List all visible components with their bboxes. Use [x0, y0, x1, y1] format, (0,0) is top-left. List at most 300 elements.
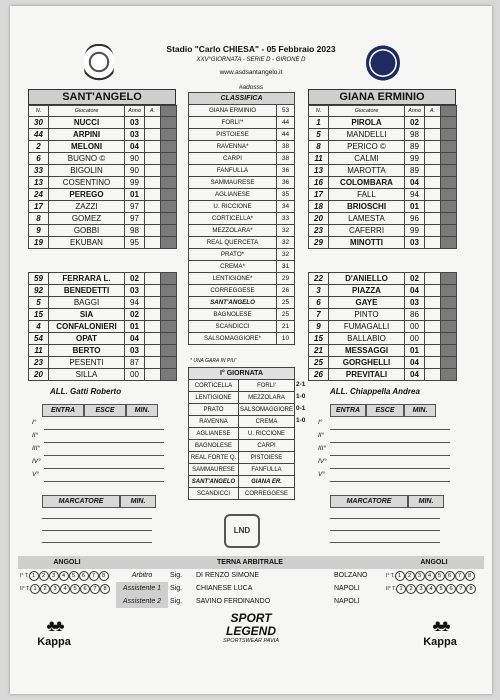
- corner-circle[interactable]: 7: [455, 571, 465, 581]
- player-row: [309, 129, 457, 141]
- player-row: [309, 333, 457, 345]
- standings-row: [189, 225, 295, 237]
- standings-team: RAVENNA*: [189, 141, 277, 153]
- standings-row: [189, 249, 295, 261]
- corner-circle[interactable]: 1: [29, 571, 39, 581]
- half-label: II° T.: [20, 585, 30, 592]
- round-home: AGLIANESE: [189, 428, 239, 440]
- player-year: 03: [405, 297, 425, 309]
- standings-row: [189, 141, 295, 153]
- corner-circle[interactable]: 3: [49, 571, 59, 581]
- player-year: 00: [405, 333, 425, 345]
- player-number: 7: [309, 309, 329, 321]
- player-number: 30: [29, 117, 49, 129]
- corner-circle[interactable]: 5: [69, 571, 79, 581]
- standings-team: CREMA*: [189, 261, 277, 273]
- standings-team: SANT'ANGELO: [189, 297, 277, 309]
- standings-team: CARPI: [189, 153, 277, 165]
- player-year: 04: [405, 369, 425, 381]
- player-year: 02: [125, 273, 145, 285]
- round-home: SAMMAURESE: [189, 464, 239, 476]
- round-away: CORREGGESE: [239, 488, 295, 500]
- corner-circle[interactable]: 6: [446, 584, 456, 594]
- round-score: 1-0: [296, 393, 306, 400]
- player-name: BAGGI: [49, 297, 125, 309]
- player-card-a: [425, 141, 441, 153]
- corner-circle[interactable]: 2: [406, 584, 416, 594]
- player-number: 17: [309, 189, 329, 201]
- player-card-a: [425, 357, 441, 369]
- standings-row: [189, 153, 295, 165]
- player-row: [29, 117, 177, 129]
- player-number: 54: [29, 333, 49, 345]
- col-player: Giocatore: [329, 106, 405, 117]
- standings-points: 25: [277, 309, 295, 321]
- player-card-b: [161, 321, 177, 333]
- round-match: [189, 464, 295, 476]
- player-row: [29, 273, 177, 285]
- player-row: [309, 297, 457, 309]
- standings-points: 53: [277, 105, 295, 117]
- player-name: PIROLA: [329, 117, 405, 129]
- player-card-a: [145, 309, 161, 321]
- away-coach: ALL. Chiappella Andrea: [330, 387, 420, 396]
- player-year: 95: [125, 237, 145, 249]
- esce-label: ESCE: [366, 404, 404, 417]
- player-row: [29, 309, 177, 321]
- player-card-b: [441, 237, 457, 249]
- standings-row: [189, 177, 295, 189]
- player-row: [309, 237, 457, 249]
- player-card-b: [441, 285, 457, 297]
- player-card-b: [441, 117, 457, 129]
- match-sheet: [10, 6, 492, 694]
- corner-circle[interactable]: 2: [40, 584, 50, 594]
- corner-circle[interactable]: 1: [30, 584, 40, 594]
- standings-team: U. RICCIONE: [189, 201, 277, 213]
- corner-circle[interactable]: 8: [100, 584, 110, 594]
- standings-points: 38: [277, 153, 295, 165]
- corner-circle[interactable]: 4: [60, 584, 70, 594]
- player-row: [29, 213, 177, 225]
- player-card-b: [161, 345, 177, 357]
- standings-title: CLASSIFICA: [189, 93, 295, 105]
- col-card: [161, 106, 177, 117]
- change-line[interactable]: [330, 481, 450, 482]
- standings-row: [189, 321, 295, 333]
- player-row: [29, 321, 177, 333]
- away-subs-table: [308, 272, 457, 381]
- round-match: [189, 476, 295, 488]
- player-name: PINTO: [329, 309, 405, 321]
- change-ordinal: V°: [32, 471, 39, 478]
- corner-circle[interactable]: 4: [426, 584, 436, 594]
- change-ordinal: III°: [318, 445, 327, 452]
- standings-row: [189, 165, 295, 177]
- col-card: [441, 106, 457, 117]
- player-card-b: [161, 213, 177, 225]
- away-changes-header: [330, 404, 436, 417]
- player-card-b: [161, 165, 177, 177]
- standings-team: CORREGGESE: [189, 285, 277, 297]
- player-number: 2: [29, 141, 49, 153]
- standings-team: PRATO*: [189, 249, 277, 261]
- standings-team: FANFULLA: [189, 165, 277, 177]
- corner-circle[interactable]: 8: [465, 571, 475, 581]
- corner-counter[interactable]: [29, 571, 109, 581]
- angoli-home-cell: [18, 595, 116, 608]
- kappa-text: Kappa: [423, 636, 457, 648]
- standings-team: LENTIGIONE*: [189, 273, 277, 285]
- player-row: [309, 141, 457, 153]
- player-card-a: [425, 345, 441, 357]
- round-home: CORTICELLA: [189, 380, 239, 392]
- half-label: I° T.: [386, 572, 395, 579]
- corner-circle[interactable]: 5: [436, 584, 446, 594]
- player-card-a: [425, 153, 441, 165]
- player-number: 22: [309, 273, 329, 285]
- standings-points: 32: [277, 249, 295, 261]
- player-name: MESSAGGI: [329, 345, 405, 357]
- player-year: 99: [405, 225, 425, 237]
- official-role: Assistente 2: [116, 595, 168, 608]
- player-card-b: [441, 201, 457, 213]
- player-number: 21: [309, 345, 329, 357]
- standings-team: PISTOIESE: [189, 129, 277, 141]
- standings-table: [188, 92, 295, 345]
- round-home: LENTIGIONE: [189, 392, 239, 404]
- player-number: 15: [29, 309, 49, 321]
- round-away: MEZZOLARA: [239, 392, 295, 404]
- corner-circle[interactable]: 6: [445, 571, 455, 581]
- corner-circle[interactable]: 5: [70, 584, 80, 594]
- player-row: [309, 117, 457, 129]
- standings-row: [189, 333, 295, 345]
- player-name: MELONI: [49, 141, 125, 153]
- player-row: [29, 369, 177, 381]
- player-card-a: [425, 369, 441, 381]
- player-number: 23: [309, 225, 329, 237]
- official-role: Arbitro: [131, 572, 153, 579]
- col-a: A.: [145, 106, 161, 117]
- player-card-a: [145, 129, 161, 141]
- change-line[interactable]: [330, 455, 450, 456]
- officials-table: [18, 556, 484, 608]
- home-scorers-header: [42, 495, 156, 508]
- player-row: [309, 321, 457, 333]
- player-number: 59: [29, 273, 49, 285]
- player-number: 25: [309, 357, 329, 369]
- player-card-a: [425, 165, 441, 177]
- player-number: 18: [309, 201, 329, 213]
- change-line[interactable]: [44, 429, 164, 430]
- player-card-a: [425, 213, 441, 225]
- player-card-b: [441, 309, 457, 321]
- player-card-b: [161, 189, 177, 201]
- corner-counter[interactable]: [396, 584, 476, 594]
- player-number: 9: [29, 225, 49, 237]
- standings-points: 21: [277, 321, 295, 333]
- corner-counter[interactable]: [30, 584, 110, 594]
- corner-circle[interactable]: 2: [39, 571, 49, 581]
- half-label: I° T.: [20, 572, 29, 579]
- change-ordinal: II°: [318, 432, 325, 439]
- standings-team: REAL QUERCETA: [189, 237, 277, 249]
- corner-circle[interactable]: 4: [59, 571, 69, 581]
- official-city: NAPOLI: [334, 585, 360, 592]
- corner-circle[interactable]: 3: [50, 584, 60, 594]
- player-row: [309, 153, 457, 165]
- home-team-title: SANT'ANGELO: [28, 89, 176, 105]
- player-year: 01: [125, 321, 145, 333]
- round-match: [189, 488, 295, 500]
- player-number: 17: [29, 201, 49, 213]
- corner-circle[interactable]: 7: [89, 571, 99, 581]
- round-home: PRATO: [189, 404, 239, 416]
- player-card-b: [161, 141, 177, 153]
- standings-row: [189, 213, 295, 225]
- player-number: 15: [309, 333, 329, 345]
- standings-points: 36: [277, 177, 295, 189]
- player-card-b: [441, 273, 457, 285]
- player-card-a: [425, 237, 441, 249]
- standings-points: 32: [277, 237, 295, 249]
- corner-circle[interactable]: 6: [80, 584, 90, 594]
- player-year: 97: [125, 201, 145, 213]
- player-name: FALL: [329, 189, 405, 201]
- round-match: [189, 452, 295, 464]
- player-number: 20: [309, 213, 329, 225]
- standings-team: FORLI'*: [189, 117, 277, 129]
- hashtag: #adosss: [238, 84, 264, 91]
- standings-points: 34: [277, 201, 295, 213]
- player-card-b: [441, 321, 457, 333]
- player-year: 04: [125, 333, 145, 345]
- player-year: 94: [405, 189, 425, 201]
- round-score: 2-1: [296, 381, 306, 388]
- change-ordinal: II°: [32, 432, 39, 439]
- official-name: DI RENZO SIMONE: [196, 572, 260, 579]
- player-card-b: [161, 333, 177, 345]
- player-row: [29, 297, 177, 309]
- round-score: 1-0: [296, 417, 306, 424]
- change-ordinal: III°: [32, 445, 41, 452]
- change-line[interactable]: [330, 429, 450, 430]
- standings-points: 36: [277, 165, 295, 177]
- player-card-b: [161, 201, 177, 213]
- corner-circle[interactable]: 3: [416, 584, 426, 594]
- corner-circle[interactable]: 3: [415, 571, 425, 581]
- corner-circle[interactable]: 4: [425, 571, 435, 581]
- player-row: [29, 189, 177, 201]
- official-sig: Sig.: [170, 585, 183, 592]
- player-year: 90: [125, 165, 145, 177]
- away-starters-table: [308, 105, 457, 249]
- player-name: OPAT: [49, 333, 125, 345]
- player-card-a: [425, 225, 441, 237]
- player-card-b: [441, 345, 457, 357]
- player-card-a: [425, 177, 441, 189]
- marcatore-label: MARCATORE: [42, 495, 120, 508]
- player-name: GOBBI: [49, 225, 125, 237]
- website-link[interactable]: www.asdsantangelo.it: [219, 69, 283, 76]
- player-card-a: [145, 321, 161, 333]
- player-row: [29, 201, 177, 213]
- corner-circle[interactable]: 1: [396, 584, 406, 594]
- col-n: N.: [29, 106, 49, 117]
- player-year: 00: [125, 369, 145, 381]
- player-row: [309, 273, 457, 285]
- player-row: [29, 333, 177, 345]
- player-row: [309, 201, 457, 213]
- player-name: GOMEZ: [49, 213, 125, 225]
- player-card-b: [161, 177, 177, 189]
- standings-points: 38: [277, 141, 295, 153]
- player-year: 03: [405, 237, 425, 249]
- kappa-figures-icon: ♣♣: [432, 618, 448, 635]
- player-card-a: [425, 129, 441, 141]
- col-player: Giocatore: [49, 106, 125, 117]
- standings-row: [189, 189, 295, 201]
- player-card-a: [425, 321, 441, 333]
- change-ordinal: V°: [318, 471, 325, 478]
- corner-circle[interactable]: 7: [90, 584, 100, 594]
- lnd-logo: LND: [224, 514, 260, 548]
- player-number: 29: [309, 237, 329, 249]
- round-away: CARPI: [239, 440, 295, 452]
- player-card-a: [425, 117, 441, 129]
- round-away: SALSOMAGGIORE: [239, 404, 295, 416]
- player-card-a: [145, 177, 161, 189]
- standings-team: CORTICELLA*: [189, 213, 277, 225]
- round-away: GIANA ER.: [239, 476, 295, 488]
- player-row: [309, 309, 457, 321]
- player-row: [29, 237, 177, 249]
- angoli-away-cell: [384, 569, 484, 582]
- player-name: ZAZZI: [49, 201, 125, 213]
- min-label: MIN.: [126, 404, 158, 417]
- player-name: CAFERRI: [329, 225, 405, 237]
- min-label: MIN.: [408, 495, 444, 508]
- player-card-b: [441, 357, 457, 369]
- standings-row: [189, 129, 295, 141]
- player-year: 97: [125, 213, 145, 225]
- player-name: BUGNO ©: [49, 153, 125, 165]
- standings-points: 44: [277, 129, 295, 141]
- player-card-a: [425, 201, 441, 213]
- standings-row: [189, 285, 295, 297]
- player-number: 8: [29, 213, 49, 225]
- player-year: 03: [125, 129, 145, 141]
- player-card-a: [425, 309, 441, 321]
- player-row: [29, 141, 177, 153]
- player-name: BERTO: [49, 345, 125, 357]
- corner-circle[interactable]: 2: [405, 571, 415, 581]
- round-match: [189, 380, 295, 392]
- player-year: 89: [405, 165, 425, 177]
- player-row: [309, 225, 457, 237]
- player-name: SIA: [49, 309, 125, 321]
- standings-row: [189, 105, 295, 117]
- stadium-line: Stadio "Carlo CHIESA" - 05 Febbraio 2023: [166, 44, 336, 54]
- player-name: ARPINI: [49, 129, 125, 141]
- angoli-away-cell: [384, 595, 484, 608]
- change-line[interactable]: [44, 468, 164, 469]
- player-card-a: [145, 225, 161, 237]
- player-card-a: [425, 297, 441, 309]
- player-name: PREVITALI: [329, 369, 405, 381]
- entra-label: ENTRA: [330, 404, 366, 417]
- official-name: SAVINO FERDINANDO: [196, 598, 271, 605]
- round-match: [189, 392, 295, 404]
- player-card-b: [161, 237, 177, 249]
- corner-circle[interactable]: 7: [456, 584, 466, 594]
- standings-team: SAMMAURESE: [189, 177, 277, 189]
- player-name: GAYE: [329, 297, 405, 309]
- player-row: [309, 285, 457, 297]
- player-row: [309, 189, 457, 201]
- round-match: [189, 428, 295, 440]
- player-year: 01: [405, 345, 425, 357]
- round-away: FANFULLA: [239, 464, 295, 476]
- corner-circle[interactable]: 1: [395, 571, 405, 581]
- round-home: SANT'ANGELO: [189, 476, 239, 488]
- corner-circle[interactable]: 6: [79, 571, 89, 581]
- player-name: SILLA: [49, 369, 125, 381]
- player-number: 13: [309, 165, 329, 177]
- player-number: 33: [29, 165, 49, 177]
- change-line[interactable]: [44, 481, 164, 482]
- round-home: REAL FORTE Q.: [189, 452, 239, 464]
- player-card-b: [441, 297, 457, 309]
- player-name: PERICO ©: [329, 141, 405, 153]
- corner-counter[interactable]: [395, 571, 475, 581]
- terna-label: TERNA ARBITRALE: [116, 556, 384, 569]
- standings-points: 29: [277, 273, 295, 285]
- change-line[interactable]: [330, 468, 450, 469]
- corner-circle[interactable]: 8: [466, 584, 476, 594]
- corner-circle[interactable]: 8: [99, 571, 109, 581]
- player-name: NUCCI: [49, 117, 125, 129]
- player-card-a: [145, 213, 161, 225]
- standings-team: AGLIANESE: [189, 189, 277, 201]
- player-number: 4: [29, 321, 49, 333]
- player-name: MANDELLI: [329, 129, 405, 141]
- player-number: 20: [29, 369, 49, 381]
- player-name: GORGHELLI: [329, 357, 405, 369]
- player-name: PEREGO: [49, 189, 125, 201]
- change-line[interactable]: [44, 442, 164, 443]
- player-name: MINOTTI: [329, 237, 405, 249]
- player-card-b: [161, 225, 177, 237]
- player-row: [29, 153, 177, 165]
- change-line[interactable]: [330, 442, 450, 443]
- corner-circle[interactable]: 5: [435, 571, 445, 581]
- change-line[interactable]: [44, 455, 164, 456]
- round-away: PISTOIESE: [239, 452, 295, 464]
- round-score: 0-1: [296, 405, 306, 412]
- player-card-a: [145, 153, 161, 165]
- official-city: BOLZANO: [334, 572, 368, 579]
- player-number: 13: [29, 177, 49, 189]
- player-card-b: [161, 129, 177, 141]
- player-number: 11: [309, 153, 329, 165]
- player-row: [29, 225, 177, 237]
- player-year: 04: [405, 285, 425, 297]
- player-card-b: [441, 225, 457, 237]
- standings-note: * UNA GARA IN PIU': [190, 358, 237, 364]
- standings-points: 33: [277, 213, 295, 225]
